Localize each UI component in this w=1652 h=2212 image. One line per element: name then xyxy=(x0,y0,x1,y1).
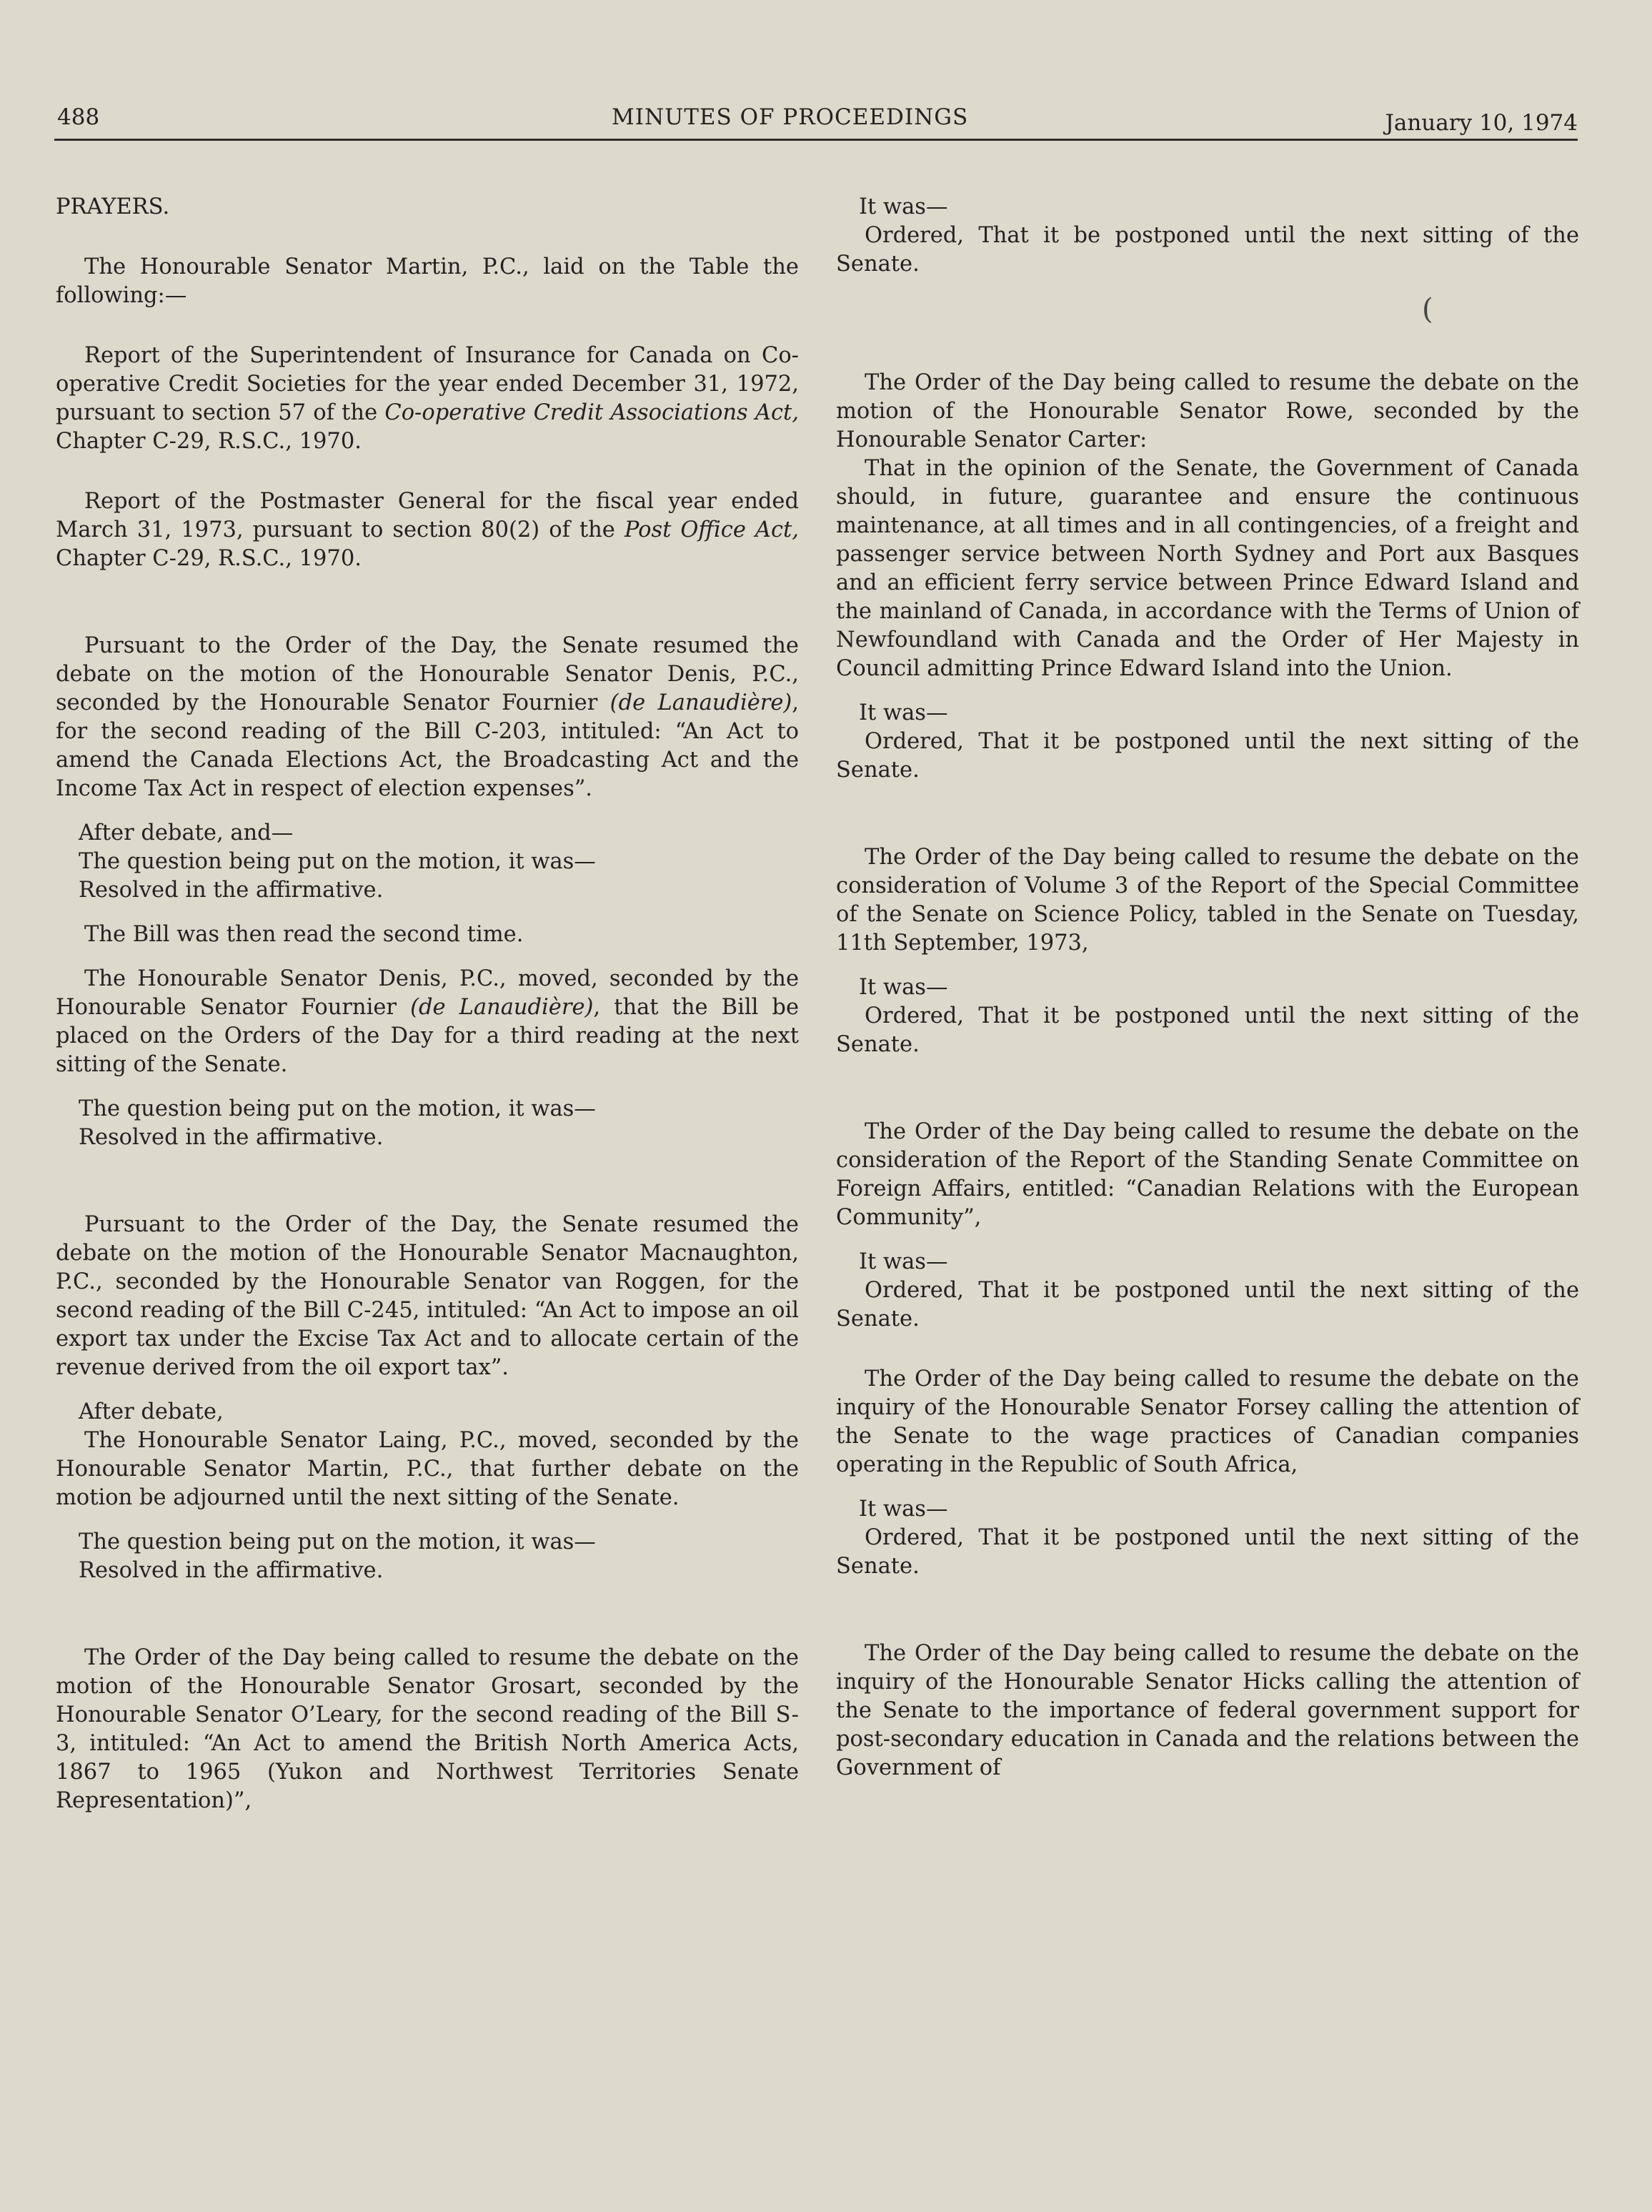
resolved-1: Resolved in the affirmative. xyxy=(79,878,384,903)
after-debate: After debate, xyxy=(79,1399,224,1424)
report-postmaster-act: Post Office Act, xyxy=(624,517,799,542)
denis-motion xyxy=(56,965,799,1079)
report-insurance-text-b: Chapter C-29, R.S.C., 1970. xyxy=(56,429,362,454)
page-number: 488 xyxy=(57,104,100,130)
denis-motion-riding: (de Lanaudière) xyxy=(410,995,594,1020)
ordered-3: Ordered, That it be postponed until the next sitting of the Senate. xyxy=(836,1003,1579,1057)
left-column xyxy=(56,193,799,1815)
report-insurance xyxy=(56,342,799,456)
forsey-inquiry-order: The Order of the Day being called to resume the debate on the inquiry of the Honourable Senator Forsey calling the attention of the Senate to the wage practices of Canadian companies operating in the Republic of South Africa, xyxy=(836,1367,1579,1477)
it-was-2: It was— xyxy=(859,700,948,725)
running-title: MINUTES OF PROCEEDINGS xyxy=(612,104,969,130)
after-debate-and: After debate, and— xyxy=(79,820,294,845)
bill-c203-riding: (de Lanaudière) xyxy=(609,690,792,715)
prayers-heading: PRAYERS. xyxy=(56,194,170,219)
running-header xyxy=(54,101,1578,141)
ordered-1: Ordered, That it be postponed until the next sitting of the Senate. xyxy=(836,223,1579,277)
it-was-3: It was— xyxy=(859,975,948,1000)
it-was-5: It was— xyxy=(859,1497,948,1522)
report-postmaster-text-a: Report of the Postmaster General for the fiscal year ended March 31, 1973, pursuant to section 80(2) of the xyxy=(56,489,799,542)
hicks-inquiry-order: The Order of the Day being called to resume the debate on the inquiry of the Honourable Senator Hicks calling the attention of the Senate to the importance of federal government support for post-secondary education in Canada and the relations between the Government of xyxy=(836,1641,1579,1780)
report-insurance-text-a: Report of the Superintendent of Insurance for Canada on Co-operative Credit Societies for the year ended December 31, 1972, pursuant to section 57 of the xyxy=(56,343,799,425)
resolved-3: Resolved in the affirmative. xyxy=(79,1558,384,1583)
right-column xyxy=(836,193,1579,1782)
tabled-intro: The Honourable Senator Martin, P.C., laid on the Table the following:— xyxy=(56,254,799,308)
denis-motion-text-a: The Honourable Senator Denis, P.C., moved, seconded by the Honourable Senator Fournier xyxy=(56,966,799,1020)
bill-c203-text-a: Pursuant to the Order of the Day, the Senate resumed the debate on the motion of the Honourable Senator Denis, P.C., seconded by the Honourable Senator Fournier xyxy=(56,633,799,715)
report-insurance-act: Co-operative Credit Associations Act, xyxy=(384,400,799,425)
margin-pencil-mark: ( xyxy=(1422,293,1433,326)
question-put-2: The question being put on the motion, it was— xyxy=(79,1096,596,1121)
it-was-4: It was— xyxy=(859,1249,948,1274)
resolved-2: Resolved in the affirmative. xyxy=(79,1125,384,1150)
bill-c245-paragraph: Pursuant to the Order of the Day, the Senate resumed the debate on the motion of the Honourable Senator Macnaughton, P.C., seconded by the Honourable Senator van Roggen, for the second reading of the Bill C-245, intituled: “An Act to impose an oil export tax under the Excise Tax Act and to allocate certain of the revenue derived from the oil export tax”. xyxy=(56,1212,799,1380)
header-date: January 10, 1974 xyxy=(1385,110,1578,136)
ordered-4: Ordered, That it be postponed until the next sitting of the Senate. xyxy=(836,1278,1579,1331)
denis-motion-text-b: , that the Bill be placed on the Orders of the Day for a third reading at the next sitting of the Senate. xyxy=(56,995,800,1077)
rowe-order: The Order of the Day being called to resume the debate on the motion of the Honourable Senator Rowe, seconded by the Honourable Senator Carter: xyxy=(836,370,1579,452)
report-postmaster xyxy=(56,487,799,573)
ordered-5: Ordered, That it be postponed until the next sitting of the Senate. xyxy=(836,1525,1579,1579)
it-was-1: It was— xyxy=(859,194,948,219)
ordered-2: Ordered, That it be postponed until the next sitting of the Senate. xyxy=(836,729,1579,783)
foreign-affairs-order: The Order of the Day being called to resume the debate on the consideration of the Report of the Standing Senate Committee on Foreign Affairs, entitled: “Canadian Relations with the European Community”, xyxy=(836,1119,1579,1230)
report-postmaster-text-b: Chapter C-29, R.S.C., 1970. xyxy=(56,546,362,571)
bill-c203-paragraph xyxy=(56,632,799,803)
bill-c203-text-b: , for the second reading of the Bill C-203, intituled: “An Act to amend the Canada Elections Act, the Broadcasting Act and the Income Tax Act in respect of election expenses”. xyxy=(56,690,799,801)
bill-read-second: The Bill was then read the second time. xyxy=(84,922,524,947)
question-put-3: The question being put on the motion, it was— xyxy=(79,1529,596,1554)
rowe-motion-text: That in the opinion of the Senate, the Government of Canada should, in future, guarantee and ensure the continuous maintenance, at all times and in all contingencies, of a freight and passenger service between North Sydney and Port aux Basques and an efficient ferry service between Prince Edward Island and the mainland of Canada, in accordance with the Terms of Union of Newfoundland with Canada and the Order of Her Majesty in Council admitting Prince Edward Island into the Union. xyxy=(836,456,1579,681)
question-put-1: The question being put on the motion, it was— xyxy=(79,849,596,874)
laing-motion: The Honourable Senator Laing, P.C., moved, seconded by the Honourable Senator Martin, P.C., that further debate on the motion be adjourned until the next sitting of the Senate. xyxy=(56,1428,799,1510)
science-policy-order: The Order of the Day being called to resume the debate on the consideration of Volume 3 of the Report of the Special Committee of the Senate on Science Policy, tabled in the Senate on Tuesday, 11th September, 1973, xyxy=(836,845,1579,956)
bill-s3-paragraph: The Order of the Day being called to resume the debate on the motion of the Honourable Senator Grosart, seconded by the Honourable Senator O’Leary, for the second reading of the Bill S-3, intituled: “An Act to amend the British North America Acts, 1867 to 1965 (Yukon and Northwest Territories Senate Representation)”, xyxy=(56,1645,799,1813)
